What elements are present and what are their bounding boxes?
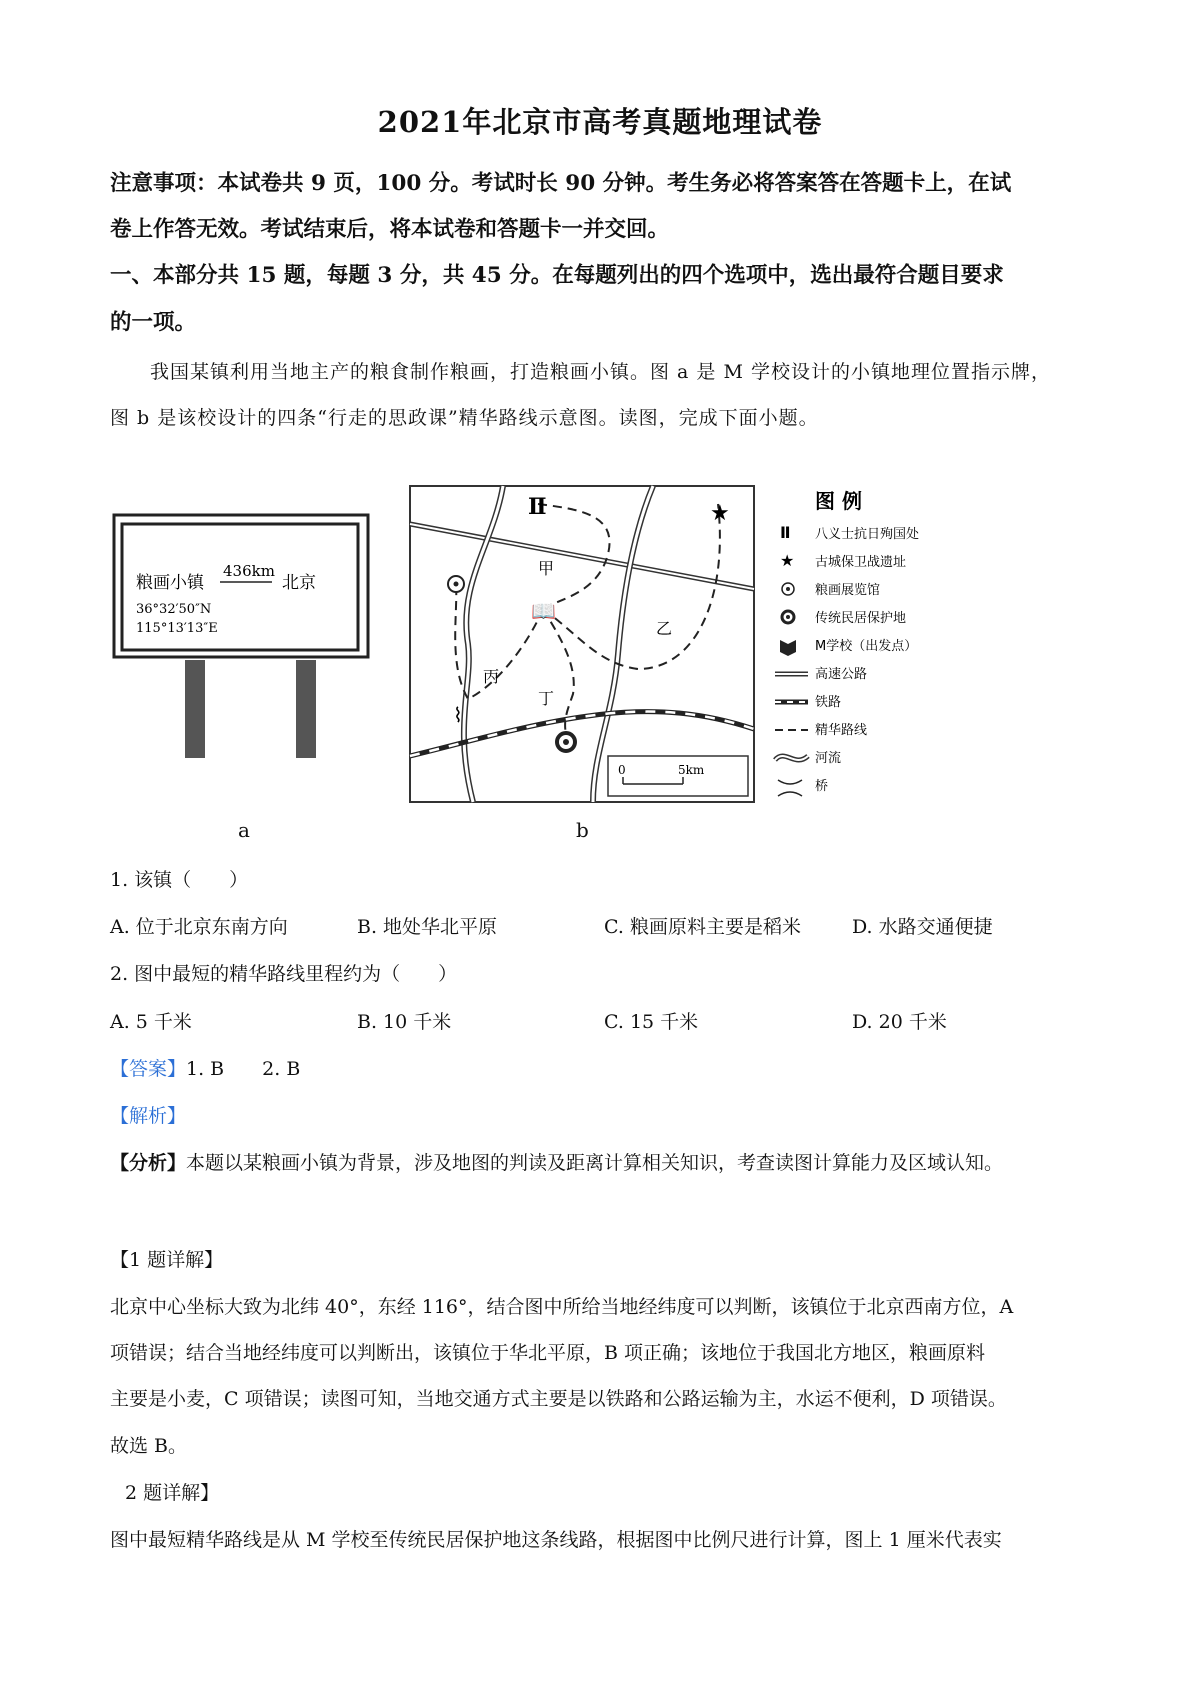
q2-option-b: B. 10 千米 bbox=[357, 1011, 452, 1033]
q1-option-c: C. 粮画原料主要是稻米 bbox=[604, 916, 801, 938]
route-label-bing: 丙 bbox=[483, 667, 500, 686]
page-title: 2021年北京市高考真题地理试卷 bbox=[377, 105, 823, 139]
answer-row bbox=[110, 1054, 300, 1081]
detail1-line-3: 主要是小麦，C 项错误；读图可知，当地交通方式主要是以铁路和公路运输为主，水运不便利，D 项错误。 bbox=[110, 1388, 1007, 1410]
legend-item: 粮画展览馆 bbox=[815, 583, 881, 598]
route-label-jia: 甲 bbox=[538, 559, 555, 578]
notice-line-2: 卷上作答无效。考试结束后，将本试卷和答题卡一并交回。 bbox=[110, 217, 670, 242]
route-label-ding: 丁 bbox=[538, 689, 555, 708]
detail1-line-4: 故选 B。 bbox=[110, 1435, 188, 1457]
section-line-2: 的一项。 bbox=[110, 310, 197, 335]
legend-item: 精华路线 bbox=[815, 723, 868, 738]
answer-text: 1. B 2. B bbox=[186, 1058, 301, 1080]
detail1-heading: 【1 题详解】 bbox=[110, 1249, 224, 1271]
q1-option-d: D. 水路交通便捷 bbox=[852, 916, 993, 938]
scale-zero: 0 bbox=[618, 763, 626, 777]
figure-b-map bbox=[408, 484, 758, 806]
legend-item: 传统民居保护地 bbox=[815, 611, 907, 626]
analysis-label: 【解析】 bbox=[110, 1105, 187, 1127]
legend-title: 图 例 bbox=[815, 489, 862, 513]
detail2-line: 图中最短精华路线是从 M 学校至传统民居保护地这条线路，根据图中比例尺进行计算，图上 1 厘米代表实 bbox=[110, 1529, 1002, 1551]
sign-lon: 115°13′13″E bbox=[136, 621, 218, 636]
detail1-line-1: 北京中心坐标大致为北纬 40°，东经 116°，结合图中所给当地经纬度可以判断，该镇位于北京西南方位，A bbox=[110, 1296, 1014, 1318]
legend-item: 古城保卫战遗址 bbox=[815, 555, 907, 570]
sign-town: 粮画小镇 bbox=[136, 573, 204, 593]
school-icon: 📖 bbox=[531, 599, 556, 623]
intro-line-1: 我国某镇利用当地主产的粮食制作粮画，打造粮画小镇。图 a 是 M 学校设计的小镇地理位置指示牌， bbox=[150, 361, 1051, 383]
legend-item: 桥 bbox=[815, 779, 829, 794]
sign-distance: 436km bbox=[223, 562, 275, 580]
legend-item: 河流 bbox=[815, 751, 842, 766]
q1-option-b: B. 地处华北平原 bbox=[357, 916, 498, 938]
fenxi-row bbox=[110, 1148, 1003, 1175]
q2-stem: 2. 图中最短的精华路线里程约为（ ） bbox=[110, 963, 458, 985]
legend-item: 铁路 bbox=[815, 695, 842, 710]
notice-line-1: 注意事项：本试卷共 9 页，100 分。考试时长 90 分钟。考生务必将答案答在答题卡上，在试 bbox=[110, 171, 1012, 196]
route-label-yi: 乙 bbox=[656, 619, 673, 638]
bridge-icon-west: ⌇ bbox=[453, 703, 463, 727]
q2-option-a: A. 5 千米 bbox=[110, 1011, 192, 1033]
detail1-line-2: 项错误；结合当地经纬度可以判断出，该镇位于华北平原，B 项正确；该地位于我国北方地区，粮画原料 bbox=[110, 1342, 986, 1364]
map-legend bbox=[770, 478, 990, 798]
scale-end: 5km bbox=[678, 763, 705, 777]
intro-line-2: 图 b 是该校设计的四条“行走的思政课”精华路线示意图。读图，完成下面小题。 bbox=[110, 407, 819, 429]
sign-city: 北京 bbox=[282, 573, 316, 593]
svg-text:Ⅱ: Ⅱ bbox=[780, 523, 791, 542]
q1-option-a: A. 位于北京东南方向 bbox=[110, 916, 288, 938]
star-icon: ★ bbox=[710, 501, 730, 526]
section-line-1: 一、本部分共 15 题，每题 3 分，共 45 分。在每题列出的四个选项中，选出最符合题目要求 bbox=[110, 263, 1004, 288]
figure-b-caption: b bbox=[576, 818, 589, 842]
q2-option-d: D. 20 千米 bbox=[852, 1011, 947, 1033]
detail2-heading: 2 题详解】 bbox=[125, 1482, 220, 1504]
legend-item: M学校（出发点） bbox=[815, 639, 918, 654]
figure-a-caption: a bbox=[238, 818, 250, 842]
answer-label: 【答案】 bbox=[110, 1058, 187, 1080]
fenxi-label: 【分析】 bbox=[110, 1152, 187, 1174]
legend-item: 高速公路 bbox=[815, 667, 868, 682]
legend-item: 八义士抗日殉国处 bbox=[815, 527, 920, 542]
sign-lat: 36°32′50″N bbox=[136, 602, 212, 617]
figure-a-sign bbox=[110, 510, 380, 760]
q1-stem: 1. 该镇（ ） bbox=[110, 869, 249, 891]
memorial-icon: Ⅱ bbox=[528, 494, 547, 520]
q2-option-c: C. 15 千米 bbox=[604, 1011, 699, 1033]
fenxi-text: 本题以某粮画小镇为背景，涉及地图的判读及距离计算相关知识，考查读图计算能力及区域认知。 bbox=[186, 1152, 1004, 1174]
svg-text:★: ★ bbox=[780, 551, 795, 570]
